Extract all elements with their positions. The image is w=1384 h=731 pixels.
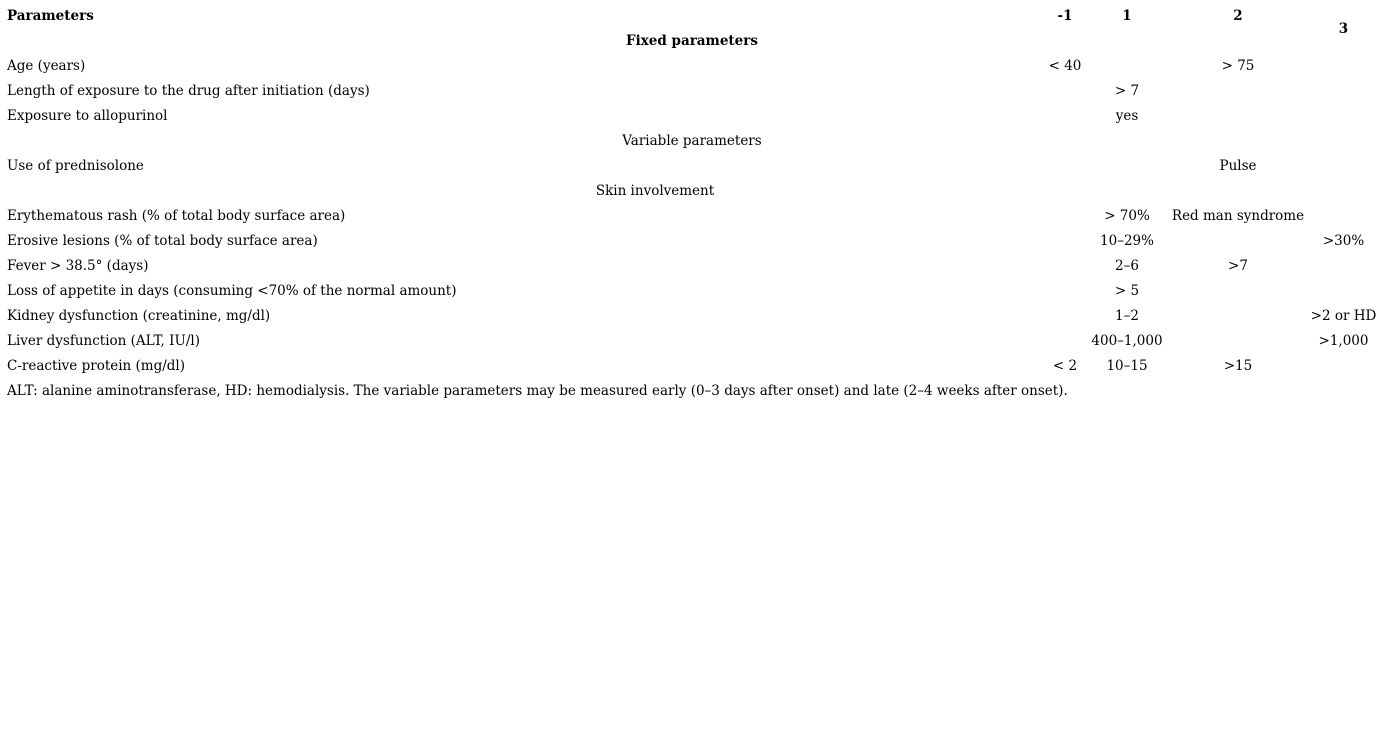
cell-score-1: > 7 [1114, 83, 1140, 99]
cell-score-3 [1303, 204, 1384, 229]
cell-score-1: 1–2 [1115, 308, 1139, 324]
cell-score-1: 2–6 [1115, 258, 1139, 274]
header-score-2: 2 [1233, 8, 1243, 24]
cell-score-minus-1 [1035, 79, 1095, 104]
cell-score-minus-1: < 40 [1048, 58, 1082, 74]
row-label: Erosive lesions (% of total body surface area) [7, 233, 318, 249]
cell-score-1 [1087, 154, 1167, 179]
header-score-1: 1 [1122, 8, 1132, 24]
cell-score-2: > 75 [1221, 58, 1255, 74]
table-row [0, 154, 1384, 179]
table-header-row [0, 4, 1384, 29]
section-row-variable [0, 129, 1384, 154]
cell-score-minus-1: < 2 [1052, 358, 1078, 374]
cell-score-minus-1 [1035, 154, 1095, 179]
cell-score-3 [1303, 79, 1384, 104]
row-label: C-reactive protein (mg/dl) [7, 358, 186, 374]
cell-score-1 [1087, 54, 1167, 79]
cell-score-3 [1303, 354, 1384, 379]
cell-score-minus-1 [1035, 304, 1095, 329]
row-label: Fever > 38.5° (days) [7, 258, 149, 274]
row-label: Length of exposure to the drug after initiation (days) [7, 83, 370, 99]
section-title-skin: Skin involvement [595, 183, 715, 199]
cell-score-minus-1 [1035, 204, 1095, 229]
cell-score-1: > 5 [1114, 283, 1140, 299]
section-title-variable: Variable parameters [622, 133, 762, 149]
row-label: Age (years) [7, 58, 86, 74]
table-row [0, 229, 1384, 254]
row-label: Loss of appetite in days (consuming <70% of the normal amount) [7, 283, 457, 299]
cell-score-1: yes [1115, 108, 1139, 124]
row-label: Kidney dysfunction (creatinine, mg/dl) [7, 308, 271, 324]
row-label: Use of prednisolone [7, 158, 144, 174]
header-parameters: Parameters [7, 8, 94, 24]
cell-score-2 [1158, 79, 1318, 104]
cell-score-minus-1 [1035, 254, 1095, 279]
row-label: Erythematous rash (% of total body surface area) [7, 208, 346, 224]
cell-score-minus-1 [1035, 229, 1095, 254]
cell-score-3 [1303, 104, 1384, 129]
table-row [0, 54, 1384, 79]
cell-score-minus-1 [1035, 329, 1095, 354]
cell-score-1: 10–15 [1106, 358, 1148, 374]
row-label: Exposure to allopurinol [7, 108, 168, 124]
cell-score-3: >1,000 [1318, 333, 1369, 349]
cell-score-3 [1303, 254, 1384, 279]
cell-score-2 [1158, 104, 1318, 129]
table-row [0, 279, 1384, 304]
header-score-minus-1: -1 [1057, 8, 1073, 24]
cell-score-1: 400–1,000 [1091, 333, 1163, 349]
section-row-skin [0, 179, 1384, 204]
table-row [0, 329, 1384, 354]
cell-score-2: Red man syndrome [1171, 208, 1305, 224]
cell-score-1: > 70% [1104, 208, 1150, 224]
cell-score-minus-1 [1035, 279, 1095, 304]
table-row [0, 79, 1384, 104]
table-row [0, 354, 1384, 379]
row-label: Liver dysfunction (ALT, IU/l) [7, 333, 200, 349]
cell-score-3: >2 or HD [1310, 308, 1377, 324]
cell-score-3: >30% [1322, 233, 1365, 249]
table-footnote: ALT: alanine aminotransferase, HD: hemodialysis. The variable parameters may be measured early (0–3 days after onset) and late (2–4 weeks after onset). [7, 383, 1068, 399]
table-row [0, 204, 1384, 229]
cell-score-2 [1158, 229, 1318, 254]
cell-score-2: >7 [1228, 258, 1248, 274]
cell-score-minus-1 [1035, 104, 1095, 129]
cell-score-1: 10–29% [1100, 233, 1154, 249]
header-score-3: 3 [1338, 21, 1349, 37]
cell-score-2 [1158, 304, 1318, 329]
cell-score-3 [1303, 154, 1384, 179]
cell-score-2: Pulse [1219, 158, 1257, 174]
cell-score-2 [1158, 329, 1318, 354]
cell-score-2: >15 [1223, 358, 1253, 374]
section-title-fixed: Fixed parameters [626, 33, 758, 49]
cell-score-3 [1303, 54, 1384, 79]
section-row-fixed [0, 29, 1384, 54]
cell-score-3 [1303, 279, 1384, 304]
table-row [0, 254, 1384, 279]
table-row [0, 304, 1384, 329]
table-row [0, 104, 1384, 129]
cell-score-2 [1158, 279, 1318, 304]
